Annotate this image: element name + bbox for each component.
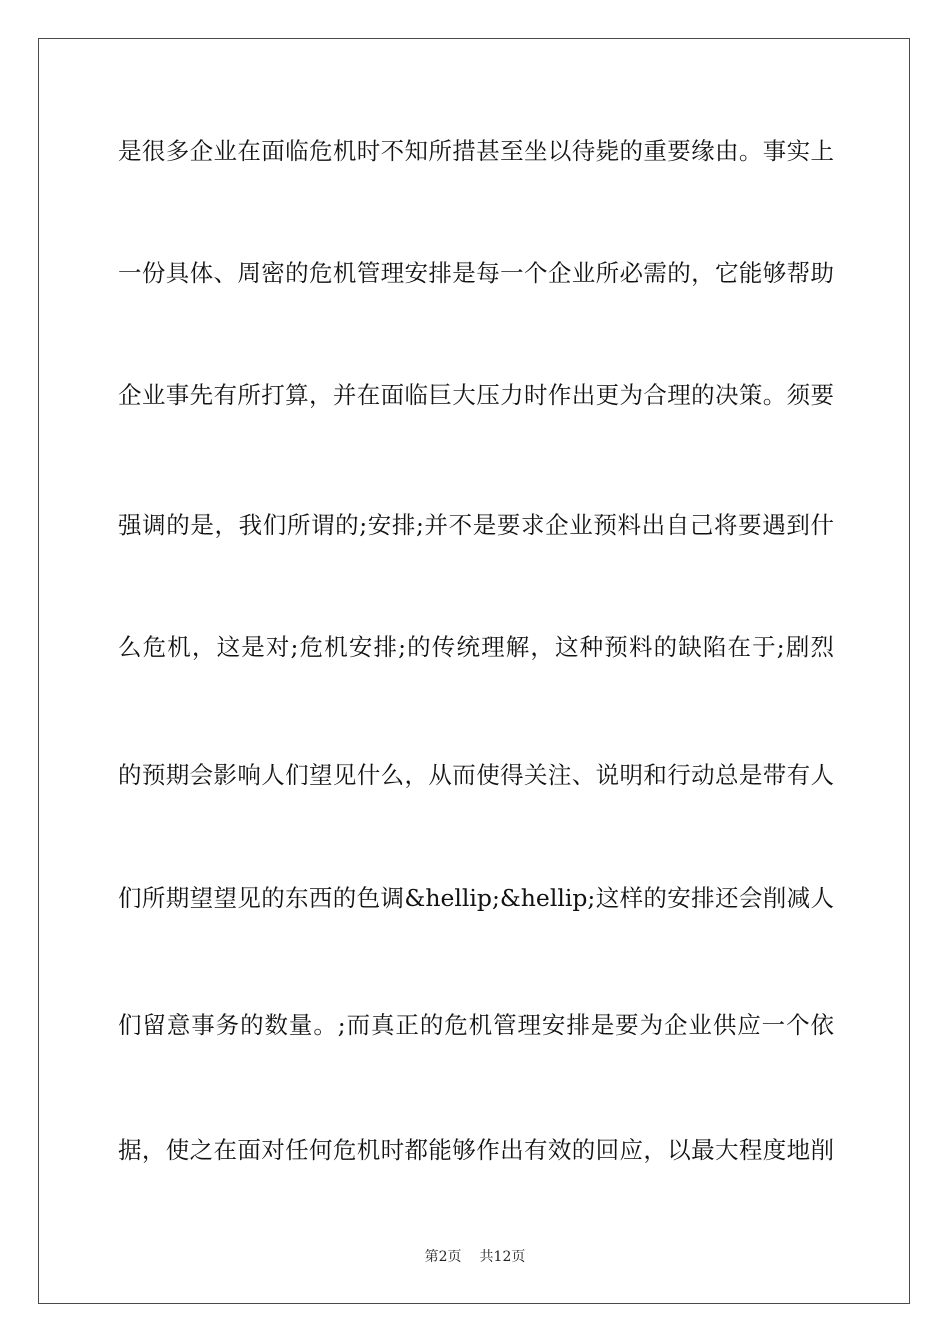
page-number: 第2页 [424,1249,462,1265]
text-line: 据，使之在面对任何危机时都能够作出有效的回应，以最大程度地削 [118,1136,834,1164]
text-line: 企业事先有所打算，并在面临巨大压力时作出更为合理的决策。须要 [118,381,834,409]
text-line: 一份具体、周密的危机管理安排是每一个企业所必需的，它能够帮助 [118,259,834,287]
text-line: 么危机，这是对;危机安排;的传统理解，这种预料的缺陷在于;剧烈 [118,633,834,661]
text-line: 们所期望望见的东西的色调&hellip;&hellip;这样的安排还会削减人 [118,884,834,912]
text-line: 强调的是，我们所谓的;安排;并不是要求企业预料出自己将要遇到什 [118,511,834,539]
text-line: 的预期会影响人们望见什么，从而使得关注、说明和行动总是带有人 [118,761,834,789]
text-line: 们留意事务的数量。;而真正的危机管理安排是要为企业供应一个依 [118,1011,834,1039]
page-border [38,38,910,1304]
text-line: 是很多企业在面临危机时不知所措甚至坐以待毙的重要缘由。事实上 [118,137,834,165]
page-footer [0,1246,950,1266]
page-total: 共12页 [479,1249,526,1265]
